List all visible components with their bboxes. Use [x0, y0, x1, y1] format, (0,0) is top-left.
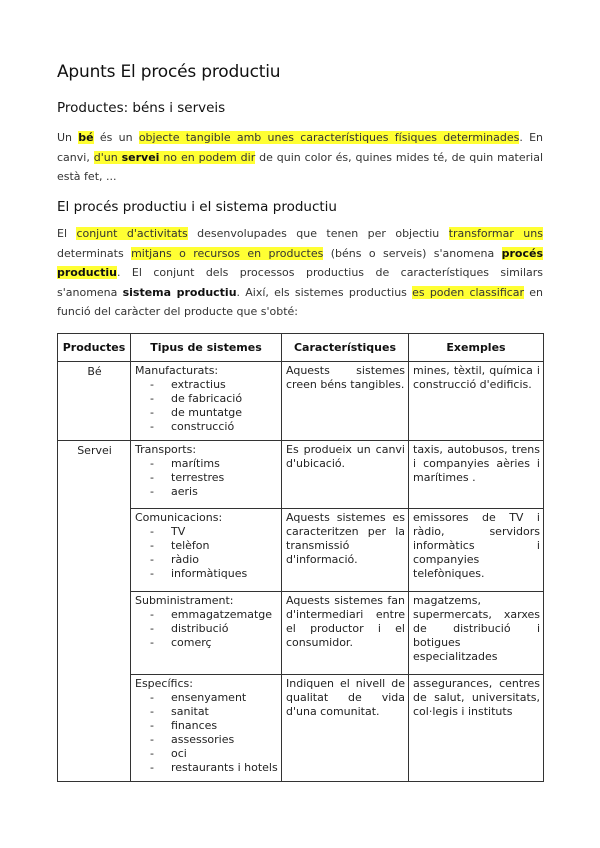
paragraph-products [57, 128, 543, 187]
list-item: - emmagatzematge [135, 608, 278, 622]
table-row [58, 362, 544, 441]
system-type-label: Transports: [135, 443, 197, 456]
list-item: - ensenyament [135, 691, 278, 705]
system-type-label: Comunicacions: [135, 511, 223, 524]
system-type-cell [131, 441, 282, 509]
characteristics-cell: Indiquen el nivell de qualitat de vida d'una comunitat. [282, 675, 409, 782]
list-item: - de fabricació [135, 392, 278, 406]
examples-cell: magatzems, supermercats, xarxes de distribució i botigues especialitzades [409, 592, 544, 675]
table-row [58, 592, 544, 675]
text: desenvolupades que tenen per objectiu [187, 227, 449, 240]
text: no en podem dir [159, 150, 256, 164]
system-subtypes-list [135, 525, 278, 581]
text: . Així, els sistemes productius [236, 285, 413, 299]
text: en funció del caràcter del producte que s'obté: [57, 285, 543, 318]
column-header: Productes [58, 334, 131, 362]
highlight-be: bé [78, 131, 94, 144]
section-heading-process: El procés productiu i el sistema productiu [57, 199, 337, 215]
characteristics-cell: Es produeix un canvi d'ubicació. [282, 441, 409, 509]
system-type-label: Manufacturats: [135, 364, 219, 377]
table-header-row [58, 334, 544, 362]
list-item: - terrestres [135, 471, 278, 485]
table-row [58, 441, 544, 509]
list-item: - distribució [135, 622, 278, 636]
paragraph-process [57, 224, 543, 322]
characteristics-cell: Aquests sistemes creen béns tangibles. [282, 362, 409, 441]
list-item: - telèfon [135, 539, 278, 553]
list-item: - oci [135, 747, 278, 761]
list-item: - restaurants i hotels [135, 761, 278, 775]
text: determinats [57, 246, 132, 260]
list-item: - comerç [135, 636, 278, 650]
list-item: - de muntatge [135, 406, 278, 420]
system-type-label: Subministrament: [135, 594, 234, 607]
bold-servei: servei [121, 150, 160, 164]
system-subtypes-list [135, 608, 278, 650]
list-item: - finances [135, 719, 278, 733]
list-item: - construcció [135, 420, 278, 434]
document-title: Apunts El procés productiu [57, 62, 281, 82]
highlight-activities: conjunt d'activitats [76, 227, 188, 240]
system-subtypes-list [135, 691, 278, 775]
highlight-transform: transformar uns [448, 227, 543, 240]
text: és un [93, 131, 139, 144]
text: de quin color és, quines mides té, de quin material està fet, ... [57, 150, 544, 183]
examples-cell: assegurances, centres de salut, universitats, col·legis i instituts [409, 675, 544, 782]
list-item: - marítims [135, 457, 278, 471]
highlight-tangible-object: objecte tangible amb unes característiques físiques determinades [138, 131, 520, 144]
highlight-classify: es poden classificar [412, 285, 525, 299]
highlight-proces-productiu: procés productiu [57, 246, 543, 279]
bold-sistema-productiu: sistema productiu [122, 285, 237, 299]
text: . El conjunt dels processos productius de característiques similars s'anomena [57, 266, 543, 299]
highlight-resources: mitjans o recursos en productes [131, 246, 324, 260]
column-header: Característiques [282, 334, 409, 362]
text: . En canvi, [57, 131, 543, 164]
section-heading-products: Productes: béns i serveis [57, 100, 226, 116]
list-item: - assessories [135, 733, 278, 747]
characteristics-cell: Aquests sistemes es caracteritzen per la transmissió d'informació. [282, 509, 409, 592]
system-type-cell [131, 592, 282, 675]
system-subtypes-list [135, 378, 278, 434]
column-header: Exemples [409, 334, 544, 362]
production-systems-table [57, 333, 544, 782]
examples-cell: mines, tèxtil, química i construcció d'edificis. [409, 362, 544, 441]
system-type-cell [131, 509, 282, 592]
system-type-label: Específics: [135, 677, 193, 690]
list-item: - ràdio [135, 553, 278, 567]
examples-cell: emissores de TV i ràdio, servidors informàtics i companyies telefòniques. [409, 509, 544, 592]
list-item: - sanitat [135, 705, 278, 719]
highlight-service [94, 151, 256, 164]
system-type-cell [131, 675, 282, 782]
list-item: - aeris [135, 485, 278, 499]
product-cell: Servei [58, 441, 131, 782]
product-cell: Bé [58, 362, 131, 441]
system-subtypes-list [135, 457, 278, 499]
list-item: - informàtiques [135, 567, 278, 581]
list-item: - extractius [135, 378, 278, 392]
system-type-cell [131, 362, 282, 441]
table-row [58, 675, 544, 782]
column-header: Tipus de sistemes [131, 334, 282, 362]
text: d'un [93, 150, 122, 164]
table-row [58, 509, 544, 592]
characteristics-cell: Aquests sistemes fan d'intermediari entre el productor i el consumidor. [282, 592, 409, 675]
text: (béns o serveis) s'anomena [323, 246, 502, 260]
examples-cell: taxis, autobusos, trens i companyies aèries i marítimes . [409, 441, 544, 509]
list-item: - TV [135, 525, 278, 539]
text: Un [57, 131, 79, 144]
text: El [57, 227, 77, 240]
